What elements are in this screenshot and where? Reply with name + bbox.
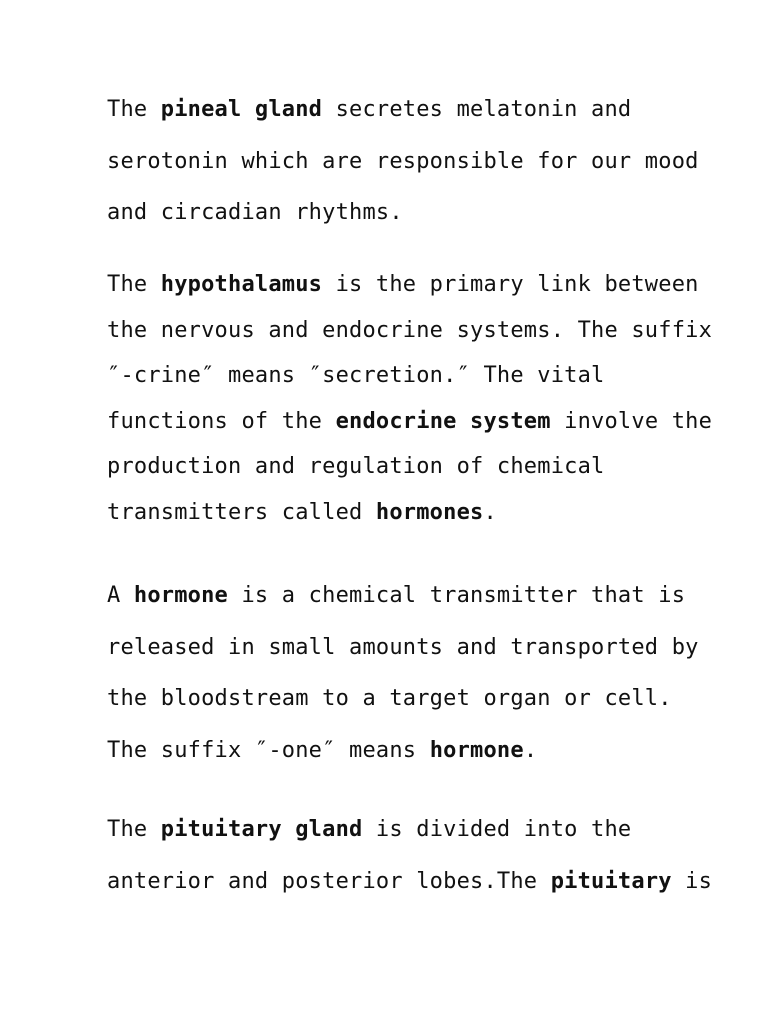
text-line [107, 136, 737, 188]
bold-term: endocrine system [335, 408, 551, 434]
text-run: . [523, 737, 538, 763]
text-line [107, 570, 737, 622]
text-run: is the primary link between [322, 272, 699, 297]
text-run: . [483, 499, 497, 525]
bold-term: hormones [375, 499, 484, 525]
bold-term: pituitary gland [160, 817, 363, 842]
text-run: functions of the [107, 408, 336, 434]
text-line [107, 308, 737, 354]
text-run: released in small amounts and transported by [107, 634, 699, 660]
text-run: ″-crine″ means ″secretion.″ The vital [107, 363, 605, 388]
text-run: and circadian rhythms. [107, 200, 403, 225]
text-run: serotonin which are responsible for our mood [107, 148, 699, 174]
paragraph-hormone [107, 570, 737, 776]
text-run: involve the [550, 408, 713, 434]
text-line [107, 262, 737, 308]
bold-term: pineal gland [160, 97, 323, 122]
text-run: The [107, 272, 161, 297]
bold-term: pituitary [550, 868, 672, 894]
text-run: production and regulation of chemical [107, 454, 605, 479]
text-run: The suffix ″-one″ means [107, 737, 430, 763]
text-run: transmitters called [107, 499, 376, 525]
text-run: A [107, 583, 134, 608]
text-line [107, 804, 737, 856]
text-line [107, 399, 737, 445]
paragraph-hypothalamus [107, 262, 737, 535]
text-run: the nervous and endocrine systems. The suffix [107, 317, 713, 343]
bold-term: hormone [429, 737, 524, 763]
bold-term: hypothalamus [160, 272, 323, 297]
text-line [107, 490, 737, 536]
text-line [107, 673, 737, 725]
text-line [107, 622, 737, 674]
text-line [107, 444, 737, 490]
paragraph-pineal-gland [107, 84, 737, 239]
text-run: the bloodstream to a target organ or cell. [107, 686, 672, 711]
text-line [107, 725, 737, 777]
text-line [107, 187, 737, 239]
text-run: The [107, 97, 161, 122]
bold-term: hormone [133, 583, 229, 608]
text-line [107, 353, 737, 399]
text-line [107, 84, 737, 136]
text-run: The [107, 817, 161, 842]
text-run: is divided into the [362, 817, 632, 842]
text-run: anterior and posterior lobes.The [107, 868, 551, 894]
paragraph-pituitary-gland [107, 804, 737, 907]
text-run: secretes melatonin and [322, 97, 632, 122]
text-line [107, 856, 737, 908]
text-run: is [671, 868, 713, 894]
text-run: is a chemical transmitter that is [228, 583, 686, 608]
